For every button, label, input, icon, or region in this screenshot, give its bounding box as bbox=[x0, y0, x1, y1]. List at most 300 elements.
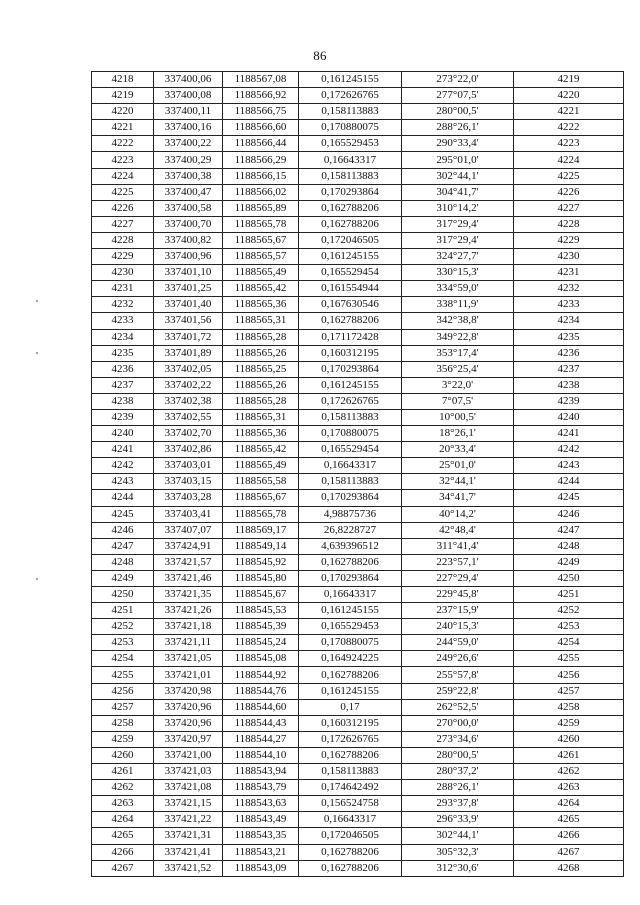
x-coordinate-cell: 337421,52 bbox=[154, 860, 223, 876]
x-coordinate-cell: 337421,15 bbox=[154, 796, 223, 812]
table-row bbox=[92, 104, 624, 120]
y-coordinate-cell: 1188569,17 bbox=[223, 522, 299, 538]
distance-cell: 0,170880075 bbox=[299, 120, 402, 136]
x-coordinate-cell: 337400,06 bbox=[154, 72, 223, 88]
table-row bbox=[92, 780, 624, 796]
next-point-cell: 4231 bbox=[514, 265, 624, 281]
point-number-cell: 4230 bbox=[92, 265, 154, 281]
point-number-cell: 4225 bbox=[92, 184, 154, 200]
direction-angle-cell: 317°29,4' bbox=[402, 232, 514, 248]
point-number-cell: 4232 bbox=[92, 297, 154, 313]
point-number-cell: 4229 bbox=[92, 249, 154, 265]
x-coordinate-cell: 337421,41 bbox=[154, 844, 223, 860]
x-coordinate-cell: 337400,11 bbox=[154, 104, 223, 120]
x-coordinate-cell: 337421,01 bbox=[154, 667, 223, 683]
x-coordinate-cell: 337421,57 bbox=[154, 554, 223, 570]
point-number-cell: 4234 bbox=[92, 329, 154, 345]
next-point-cell: 4232 bbox=[514, 281, 624, 297]
point-number-cell: 4258 bbox=[92, 715, 154, 731]
direction-angle-cell: 304°41,7' bbox=[402, 184, 514, 200]
y-coordinate-cell: 1188565,67 bbox=[223, 232, 299, 248]
y-coordinate-cell: 1188566,29 bbox=[223, 152, 299, 168]
direction-angle-cell: 334°59,0' bbox=[402, 281, 514, 297]
y-coordinate-cell: 1188565,26 bbox=[223, 345, 299, 361]
point-number-cell: 4242 bbox=[92, 458, 154, 474]
direction-angle-cell: 25°01,0' bbox=[402, 458, 514, 474]
point-number-cell: 4261 bbox=[92, 764, 154, 780]
direction-angle-cell: 353°17,4' bbox=[402, 345, 514, 361]
y-coordinate-cell: 1188544,76 bbox=[223, 683, 299, 699]
x-coordinate-cell: 337400,08 bbox=[154, 88, 223, 104]
point-number-cell: 4251 bbox=[92, 603, 154, 619]
direction-angle-cell: 356°25,4' bbox=[402, 361, 514, 377]
x-coordinate-cell: 337403,01 bbox=[154, 458, 223, 474]
next-point-cell: 4243 bbox=[514, 458, 624, 474]
point-number-cell: 4236 bbox=[92, 361, 154, 377]
y-coordinate-cell: 1188543,79 bbox=[223, 780, 299, 796]
x-coordinate-cell: 337421,35 bbox=[154, 587, 223, 603]
y-coordinate-cell: 1188543,63 bbox=[223, 796, 299, 812]
table-row bbox=[92, 603, 624, 619]
distance-cell: 0,162788206 bbox=[299, 747, 402, 763]
direction-angle-cell: 18°26,1' bbox=[402, 426, 514, 442]
table-row bbox=[92, 522, 624, 538]
next-point-cell: 4226 bbox=[514, 184, 624, 200]
next-point-cell: 4236 bbox=[514, 345, 624, 361]
next-point-cell: 4239 bbox=[514, 393, 624, 409]
direction-angle-cell: 249°26,6' bbox=[402, 651, 514, 667]
next-point-cell: 4225 bbox=[514, 168, 624, 184]
x-coordinate-cell: 337421,46 bbox=[154, 570, 223, 586]
table-row bbox=[92, 538, 624, 554]
next-point-cell: 4267 bbox=[514, 844, 624, 860]
x-coordinate-cell: 337400,70 bbox=[154, 216, 223, 232]
point-number-cell: 4245 bbox=[92, 506, 154, 522]
distance-cell: 0,167630546 bbox=[299, 297, 402, 313]
direction-angle-cell: 288°26,1' bbox=[402, 120, 514, 136]
table-row bbox=[92, 265, 624, 281]
y-coordinate-cell: 1188566,92 bbox=[223, 88, 299, 104]
next-point-cell: 4241 bbox=[514, 426, 624, 442]
direction-angle-cell: 227°29,4' bbox=[402, 570, 514, 586]
x-coordinate-cell: 337420,96 bbox=[154, 715, 223, 731]
next-point-cell: 4229 bbox=[514, 232, 624, 248]
table-row bbox=[92, 249, 624, 265]
table-row bbox=[92, 860, 624, 876]
direction-angle-cell: 240°15,3' bbox=[402, 619, 514, 635]
next-point-cell: 4256 bbox=[514, 667, 624, 683]
direction-angle-cell: 349°22,8' bbox=[402, 329, 514, 345]
x-coordinate-cell: 337401,10 bbox=[154, 265, 223, 281]
distance-cell: 0,172626765 bbox=[299, 88, 402, 104]
next-point-cell: 4237 bbox=[514, 361, 624, 377]
y-coordinate-cell: 1188566,75 bbox=[223, 104, 299, 120]
distance-cell: 0,172626765 bbox=[299, 393, 402, 409]
table-row bbox=[92, 216, 624, 232]
next-point-cell: 4221 bbox=[514, 104, 624, 120]
y-coordinate-cell: 1188566,15 bbox=[223, 168, 299, 184]
distance-cell: 0,172626765 bbox=[299, 731, 402, 747]
distance-cell: 0,17 bbox=[299, 699, 402, 715]
distance-cell: 0,165529453 bbox=[299, 619, 402, 635]
page-number: 86 bbox=[313, 48, 327, 63]
point-number-cell: 4231 bbox=[92, 281, 154, 297]
x-coordinate-cell: 337402,70 bbox=[154, 426, 223, 442]
distance-cell: 26,8228727 bbox=[299, 522, 402, 538]
y-coordinate-cell: 1188565,31 bbox=[223, 313, 299, 329]
direction-angle-cell: 40°14,2' bbox=[402, 506, 514, 522]
y-coordinate-cell: 1188545,08 bbox=[223, 651, 299, 667]
point-number-cell: 4235 bbox=[92, 345, 154, 361]
next-point-cell: 4240 bbox=[514, 409, 624, 425]
next-point-cell: 4248 bbox=[514, 538, 624, 554]
table-row bbox=[92, 731, 624, 747]
distance-cell: 0,170880075 bbox=[299, 635, 402, 651]
direction-angle-cell: 310°14,2' bbox=[402, 200, 514, 216]
distance-cell: 0,160312195 bbox=[299, 345, 402, 361]
table-row bbox=[92, 152, 624, 168]
direction-angle-cell: 302°44,1' bbox=[402, 828, 514, 844]
distance-cell: 0,162788206 bbox=[299, 667, 402, 683]
x-coordinate-cell: 337420,97 bbox=[154, 731, 223, 747]
point-number-cell: 4226 bbox=[92, 200, 154, 216]
x-coordinate-cell: 337421,08 bbox=[154, 780, 223, 796]
distance-cell: 0,161245155 bbox=[299, 72, 402, 88]
x-coordinate-cell: 337407,07 bbox=[154, 522, 223, 538]
y-coordinate-cell: 1188544,10 bbox=[223, 747, 299, 763]
next-point-cell: 4247 bbox=[514, 522, 624, 538]
y-coordinate-cell: 1188565,28 bbox=[223, 393, 299, 409]
distance-cell: 0,158113883 bbox=[299, 764, 402, 780]
direction-angle-cell: 229°45,8' bbox=[402, 587, 514, 603]
table-row bbox=[92, 796, 624, 812]
table-row bbox=[92, 72, 624, 88]
y-coordinate-cell: 1188565,78 bbox=[223, 506, 299, 522]
x-coordinate-cell: 337403,28 bbox=[154, 490, 223, 506]
next-point-cell: 4253 bbox=[514, 619, 624, 635]
distance-cell: 0,16643317 bbox=[299, 812, 402, 828]
table-row bbox=[92, 683, 624, 699]
table-row bbox=[92, 393, 624, 409]
direction-angle-cell: 34°41,7' bbox=[402, 490, 514, 506]
table-row bbox=[92, 136, 624, 152]
direction-angle-cell: 280°00,5' bbox=[402, 104, 514, 120]
x-coordinate-cell: 337400,38 bbox=[154, 168, 223, 184]
direction-angle-cell: 280°37,2' bbox=[402, 764, 514, 780]
point-number-cell: 4260 bbox=[92, 747, 154, 763]
next-point-cell: 4261 bbox=[514, 747, 624, 763]
x-coordinate-cell: 337401,25 bbox=[154, 281, 223, 297]
direction-angle-cell: 296°33,9' bbox=[402, 812, 514, 828]
y-coordinate-cell: 1188544,43 bbox=[223, 715, 299, 731]
table-row bbox=[92, 506, 624, 522]
point-number-cell: 4248 bbox=[92, 554, 154, 570]
direction-angle-cell: 295°01,0' bbox=[402, 152, 514, 168]
table-row bbox=[92, 200, 624, 216]
next-point-cell: 4245 bbox=[514, 490, 624, 506]
next-point-cell: 4249 bbox=[514, 554, 624, 570]
distance-cell: 0,170880075 bbox=[299, 426, 402, 442]
next-point-cell: 4266 bbox=[514, 828, 624, 844]
point-number-cell: 4241 bbox=[92, 442, 154, 458]
distance-cell: 0,162788206 bbox=[299, 860, 402, 876]
point-number-cell: 4239 bbox=[92, 409, 154, 425]
next-point-cell: 4220 bbox=[514, 88, 624, 104]
distance-cell: 4,98875736 bbox=[299, 506, 402, 522]
y-coordinate-cell: 1188565,49 bbox=[223, 458, 299, 474]
distance-cell: 0,164924225 bbox=[299, 651, 402, 667]
next-point-cell: 4223 bbox=[514, 136, 624, 152]
x-coordinate-cell: 337400,58 bbox=[154, 200, 223, 216]
next-point-cell: 4259 bbox=[514, 715, 624, 731]
table-row bbox=[92, 184, 624, 200]
next-point-cell: 4250 bbox=[514, 570, 624, 586]
distance-cell: 0,174642492 bbox=[299, 780, 402, 796]
x-coordinate-cell: 337402,22 bbox=[154, 377, 223, 393]
direction-angle-cell: 42°48,4' bbox=[402, 522, 514, 538]
distance-cell: 0,172046505 bbox=[299, 828, 402, 844]
table-row bbox=[92, 377, 624, 393]
table-row bbox=[92, 587, 624, 603]
y-coordinate-cell: 1188549,14 bbox=[223, 538, 299, 554]
table-row bbox=[92, 715, 624, 731]
distance-cell: 0,170293864 bbox=[299, 184, 402, 200]
table-row bbox=[92, 88, 624, 104]
x-coordinate-cell: 337401,72 bbox=[154, 329, 223, 345]
direction-angle-cell: 255°57,8' bbox=[402, 667, 514, 683]
y-coordinate-cell: 1188565,58 bbox=[223, 474, 299, 490]
distance-cell: 0,161245155 bbox=[299, 377, 402, 393]
next-point-cell: 4265 bbox=[514, 812, 624, 828]
point-number-cell: 4222 bbox=[92, 136, 154, 152]
y-coordinate-cell: 1188545,39 bbox=[223, 619, 299, 635]
table-row bbox=[92, 281, 624, 297]
point-number-cell: 4253 bbox=[92, 635, 154, 651]
point-number-cell: 4227 bbox=[92, 216, 154, 232]
next-point-cell: 4260 bbox=[514, 731, 624, 747]
next-point-cell: 4222 bbox=[514, 120, 624, 136]
x-coordinate-cell: 337402,86 bbox=[154, 442, 223, 458]
next-point-cell: 4254 bbox=[514, 635, 624, 651]
table-row bbox=[92, 297, 624, 313]
x-coordinate-cell: 337421,03 bbox=[154, 764, 223, 780]
margin-speck bbox=[36, 578, 38, 580]
point-number-cell: 4244 bbox=[92, 490, 154, 506]
direction-angle-cell: 3°22,0' bbox=[402, 377, 514, 393]
direction-angle-cell: 270°00,0' bbox=[402, 715, 514, 731]
point-number-cell: 4265 bbox=[92, 828, 154, 844]
x-coordinate-cell: 337421,11 bbox=[154, 635, 223, 651]
x-coordinate-cell: 337400,96 bbox=[154, 249, 223, 265]
y-coordinate-cell: 1188565,57 bbox=[223, 249, 299, 265]
distance-cell: 0,162788206 bbox=[299, 554, 402, 570]
distance-cell: 0,16643317 bbox=[299, 587, 402, 603]
direction-angle-cell: 32°44,1' bbox=[402, 474, 514, 490]
direction-angle-cell: 244°59,0' bbox=[402, 635, 514, 651]
distance-cell: 0,171172428 bbox=[299, 329, 402, 345]
point-number-cell: 4221 bbox=[92, 120, 154, 136]
table-row bbox=[92, 764, 624, 780]
y-coordinate-cell: 1188565,78 bbox=[223, 216, 299, 232]
direction-angle-cell: 7°07,5' bbox=[402, 393, 514, 409]
y-coordinate-cell: 1188544,60 bbox=[223, 699, 299, 715]
table-row bbox=[92, 409, 624, 425]
distance-cell: 4,639396512 bbox=[299, 538, 402, 554]
distance-cell: 0,162788206 bbox=[299, 216, 402, 232]
y-coordinate-cell: 1188545,92 bbox=[223, 554, 299, 570]
direction-angle-cell: 10°00,5' bbox=[402, 409, 514, 425]
x-coordinate-cell: 337421,00 bbox=[154, 747, 223, 763]
y-coordinate-cell: 1188565,26 bbox=[223, 377, 299, 393]
table-row bbox=[92, 651, 624, 667]
x-coordinate-cell: 337401,40 bbox=[154, 297, 223, 313]
table-row bbox=[92, 361, 624, 377]
distance-cell: 0,158113883 bbox=[299, 474, 402, 490]
x-coordinate-cell: 337400,22 bbox=[154, 136, 223, 152]
next-point-cell: 4263 bbox=[514, 780, 624, 796]
direction-angle-cell: 338°11,9' bbox=[402, 297, 514, 313]
next-point-cell: 4242 bbox=[514, 442, 624, 458]
y-coordinate-cell: 1188565,25 bbox=[223, 361, 299, 377]
y-coordinate-cell: 1188565,42 bbox=[223, 442, 299, 458]
table-row bbox=[92, 442, 624, 458]
point-number-cell: 4262 bbox=[92, 780, 154, 796]
x-coordinate-cell: 337421,26 bbox=[154, 603, 223, 619]
direction-angle-cell: 290°33,4' bbox=[402, 136, 514, 152]
table-row bbox=[92, 313, 624, 329]
next-point-cell: 4252 bbox=[514, 603, 624, 619]
table-row bbox=[92, 329, 624, 345]
next-point-cell: 4228 bbox=[514, 216, 624, 232]
direction-angle-cell: 273°34,6' bbox=[402, 731, 514, 747]
distance-cell: 0,162788206 bbox=[299, 313, 402, 329]
point-number-cell: 4247 bbox=[92, 538, 154, 554]
y-coordinate-cell: 1188543,49 bbox=[223, 812, 299, 828]
direction-angle-cell: 311°41,4' bbox=[402, 538, 514, 554]
x-coordinate-cell: 337421,18 bbox=[154, 619, 223, 635]
distance-cell: 0,158113883 bbox=[299, 409, 402, 425]
point-number-cell: 4256 bbox=[92, 683, 154, 699]
next-point-cell: 4230 bbox=[514, 249, 624, 265]
direction-angle-cell: 223°57,1' bbox=[402, 554, 514, 570]
margin-speck bbox=[36, 300, 38, 302]
y-coordinate-cell: 1188565,67 bbox=[223, 490, 299, 506]
y-coordinate-cell: 1188566,60 bbox=[223, 120, 299, 136]
direction-angle-cell: 342°38,8' bbox=[402, 313, 514, 329]
point-number-cell: 4257 bbox=[92, 699, 154, 715]
table-row bbox=[92, 667, 624, 683]
distance-cell: 0,158113883 bbox=[299, 104, 402, 120]
table-row bbox=[92, 570, 624, 586]
table-row bbox=[92, 474, 624, 490]
point-number-cell: 4233 bbox=[92, 313, 154, 329]
next-point-cell: 4219 bbox=[514, 72, 624, 88]
x-coordinate-cell: 337421,22 bbox=[154, 812, 223, 828]
y-coordinate-cell: 1188565,89 bbox=[223, 200, 299, 216]
distance-cell: 0,16643317 bbox=[299, 458, 402, 474]
x-coordinate-cell: 337421,31 bbox=[154, 828, 223, 844]
point-number-cell: 4224 bbox=[92, 168, 154, 184]
direction-angle-cell: 288°26,1' bbox=[402, 780, 514, 796]
y-coordinate-cell: 1188545,80 bbox=[223, 570, 299, 586]
next-point-cell: 4268 bbox=[514, 860, 624, 876]
distance-cell: 0,160312195 bbox=[299, 715, 402, 731]
y-coordinate-cell: 1188565,42 bbox=[223, 281, 299, 297]
next-point-cell: 4227 bbox=[514, 200, 624, 216]
next-point-cell: 4244 bbox=[514, 474, 624, 490]
distance-cell: 0,170293864 bbox=[299, 490, 402, 506]
distance-cell: 0,158113883 bbox=[299, 168, 402, 184]
next-point-cell: 4251 bbox=[514, 587, 624, 603]
x-coordinate-cell: 337402,38 bbox=[154, 393, 223, 409]
next-point-cell: 4255 bbox=[514, 651, 624, 667]
x-coordinate-cell: 337424,91 bbox=[154, 538, 223, 554]
point-number-cell: 4259 bbox=[92, 731, 154, 747]
y-coordinate-cell: 1188565,49 bbox=[223, 265, 299, 281]
table-row bbox=[92, 458, 624, 474]
direction-angle-cell: 330°15,3' bbox=[402, 265, 514, 281]
point-number-cell: 4228 bbox=[92, 232, 154, 248]
point-number-cell: 4218 bbox=[92, 72, 154, 88]
distance-cell: 0,161245155 bbox=[299, 249, 402, 265]
y-coordinate-cell: 1188565,36 bbox=[223, 297, 299, 313]
point-number-cell: 4219 bbox=[92, 88, 154, 104]
distance-cell: 0,165529454 bbox=[299, 442, 402, 458]
distance-cell: 0,172046505 bbox=[299, 232, 402, 248]
distance-cell: 0,162788206 bbox=[299, 200, 402, 216]
distance-cell: 0,161554944 bbox=[299, 281, 402, 297]
table-row bbox=[92, 635, 624, 651]
table-row bbox=[92, 699, 624, 715]
direction-angle-cell: 324°27,7' bbox=[402, 249, 514, 265]
x-coordinate-cell: 337421,05 bbox=[154, 651, 223, 667]
table-row bbox=[92, 554, 624, 570]
table-row bbox=[92, 812, 624, 828]
table-row bbox=[92, 120, 624, 136]
table-row bbox=[92, 168, 624, 184]
distance-cell: 0,165529454 bbox=[299, 265, 402, 281]
y-coordinate-cell: 1188543,09 bbox=[223, 860, 299, 876]
point-number-cell: 4246 bbox=[92, 522, 154, 538]
next-point-cell: 4257 bbox=[514, 683, 624, 699]
y-coordinate-cell: 1188565,31 bbox=[223, 409, 299, 425]
distance-cell: 0,16643317 bbox=[299, 152, 402, 168]
x-coordinate-cell: 337420,98 bbox=[154, 683, 223, 699]
direction-angle-cell: 312°30,6' bbox=[402, 860, 514, 876]
next-point-cell: 4234 bbox=[514, 313, 624, 329]
table-row bbox=[92, 828, 624, 844]
x-coordinate-cell: 337403,41 bbox=[154, 506, 223, 522]
direction-angle-cell: 293°37,8' bbox=[402, 796, 514, 812]
next-point-cell: 4224 bbox=[514, 152, 624, 168]
y-coordinate-cell: 1188543,35 bbox=[223, 828, 299, 844]
y-coordinate-cell: 1188565,36 bbox=[223, 426, 299, 442]
distance-cell: 0,156524758 bbox=[299, 796, 402, 812]
x-coordinate-cell: 337420,96 bbox=[154, 699, 223, 715]
coordinates-table bbox=[91, 71, 624, 877]
y-coordinate-cell: 1188566,02 bbox=[223, 184, 299, 200]
point-number-cell: 4240 bbox=[92, 426, 154, 442]
margin-speck bbox=[36, 352, 38, 354]
direction-angle-cell: 305°32,3' bbox=[402, 844, 514, 860]
x-coordinate-cell: 337400,16 bbox=[154, 120, 223, 136]
direction-angle-cell: 237°15,9' bbox=[402, 603, 514, 619]
point-number-cell: 4223 bbox=[92, 152, 154, 168]
distance-cell: 0,161245155 bbox=[299, 683, 402, 699]
point-number-cell: 4238 bbox=[92, 393, 154, 409]
point-number-cell: 4263 bbox=[92, 796, 154, 812]
point-number-cell: 4250 bbox=[92, 587, 154, 603]
